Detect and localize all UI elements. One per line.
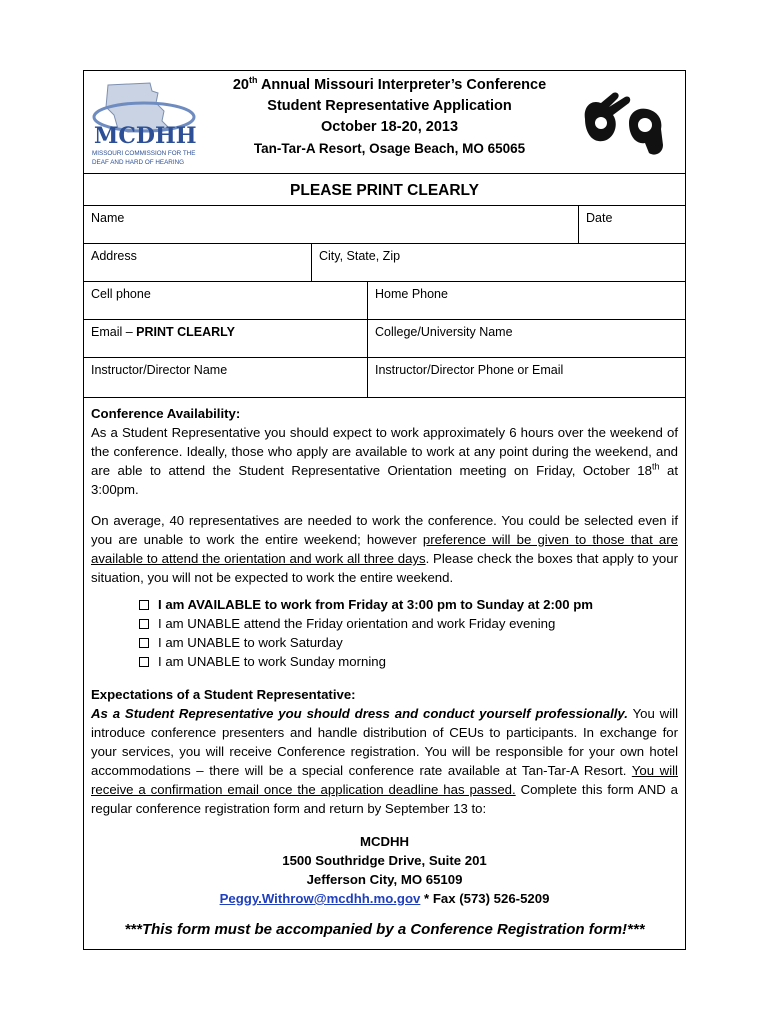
- row-phones: [84, 281, 685, 319]
- row-email-college: [84, 319, 685, 357]
- fax-number: * Fax (573) 526-5209: [420, 891, 550, 906]
- checkbox[interactable]: [139, 600, 149, 610]
- availability-option[interactable]: I am UNABLE to work Sunday morning: [139, 652, 678, 671]
- availability-option[interactable]: I am AVAILABLE to work from Friday at 3:00 pm to Sunday at 2:00 pm: [139, 595, 678, 614]
- instructor-name-field[interactable]: [84, 358, 367, 397]
- checkbox[interactable]: [139, 657, 149, 667]
- availability-paragraph-2: On average, 40 representatives are needed to work the conference. You could be selected even if you are unable to work the entire weekend; however preference will be given to those that are available to attend the orientation and work all three days. Please check the boxes that apply to your situation, you will not be expected to work the entire weekend.: [91, 513, 678, 585]
- name-field[interactable]: [84, 206, 578, 243]
- application-subtitle: Student Representative Application: [267, 98, 512, 114]
- mailing-address: [91, 832, 678, 908]
- expectations-paragraph: As a Student Representative you should dress and conduct yourself professionally. You will introduce conference presenters and handle distribution of CEUs to participants. In exchange for your services, you will receive Conference registration. You will be responsible for your own hotel accommodations – there will be a special conference rate available at Tan-Tar-A Resort. You will receive a confirmation email once the application deadline has passed. Complete this form AND a regular conference registration form and return by September 13 to:: [91, 706, 678, 816]
- email-print-clearly: PRINT CLEARLY: [136, 325, 236, 339]
- home-phone-label: Home Phone: [375, 287, 448, 301]
- address-field[interactable]: [84, 244, 311, 281]
- application-form: [83, 70, 686, 950]
- cell-phone-field[interactable]: [84, 282, 367, 319]
- checkbox[interactable]: [139, 619, 149, 629]
- date-label: Date: [586, 211, 613, 225]
- cell-phone-label: Cell phone: [91, 287, 151, 301]
- address-org: MCDHH: [359, 834, 410, 849]
- address-label: Address: [91, 249, 137, 263]
- print-clearly-heading: PLEASE PRINT CLEARLY: [290, 182, 479, 199]
- college-label: College/University Name: [375, 325, 513, 339]
- header-title-block: [214, 75, 565, 159]
- form-body: [84, 397, 685, 939]
- conference-location: Tan-Tar-A Resort, Osage Beach, MO 65065: [253, 141, 526, 156]
- address-city: Jefferson City, MO 65109: [306, 872, 463, 887]
- checkbox[interactable]: [139, 638, 149, 648]
- city-state-zip-field[interactable]: [311, 244, 686, 281]
- logo-caption-1: MISSOURI COMMISSION FOR THE: [92, 150, 196, 157]
- expectations-heading: Expectations of a Student Representative:: [91, 687, 356, 702]
- availability-checklist: [139, 595, 678, 671]
- row-address: [84, 243, 685, 281]
- conference-title: 20th Annual Missouri Interpreter’s Conference: [232, 75, 547, 93]
- row-instructor: [84, 357, 685, 397]
- name-label: Name: [91, 211, 125, 225]
- availability-option[interactable]: I am UNABLE to work Saturday: [139, 633, 678, 652]
- availability-option[interactable]: I am UNABLE attend the Friday orientation and work Friday evening: [139, 614, 678, 633]
- instructor-contact-field[interactable]: [367, 358, 686, 397]
- logo-caption-2: DEAF AND HARD OF HEARING: [92, 159, 185, 166]
- sign-language-hands-icon: [579, 83, 669, 161]
- conference-dates: October 18-20, 2013: [320, 119, 459, 135]
- home-phone-field[interactable]: [367, 282, 686, 319]
- email-label: Email –: [91, 325, 137, 339]
- instructor-contact-label: Instructor/Director Phone or Email: [375, 363, 564, 377]
- form-header: [84, 71, 685, 174]
- date-field[interactable]: [578, 206, 686, 243]
- footer-note: ***This form must be accompanied by a Conference Registration form!***: [124, 921, 645, 938]
- row-name-date: [84, 205, 685, 243]
- instructor-name-label: Instructor/Director Name: [91, 363, 228, 377]
- email-field[interactable]: [84, 320, 367, 357]
- college-field[interactable]: [367, 320, 686, 357]
- contact-email-link[interactable]: Peggy.Withrow@mcdhh.mo.gov: [219, 891, 421, 906]
- logo-text: MCDHH: [94, 123, 197, 149]
- mcdhh-logo: [88, 77, 216, 169]
- availability-paragraph-1: As a Student Representative you should expect to work approximately 6 hours over the weekend of the conference. Ideally, those who apply are available to work at any point during the weekend, and are able to attend the Student Representative Orientation meeting on Friday, October 18th at 3:00pm.: [91, 425, 678, 497]
- city-state-zip-label: City, State, Zip: [319, 249, 401, 263]
- address-street: 1500 Southridge Drive, Suite 201: [282, 853, 487, 868]
- availability-heading: Conference Availability:: [91, 406, 241, 421]
